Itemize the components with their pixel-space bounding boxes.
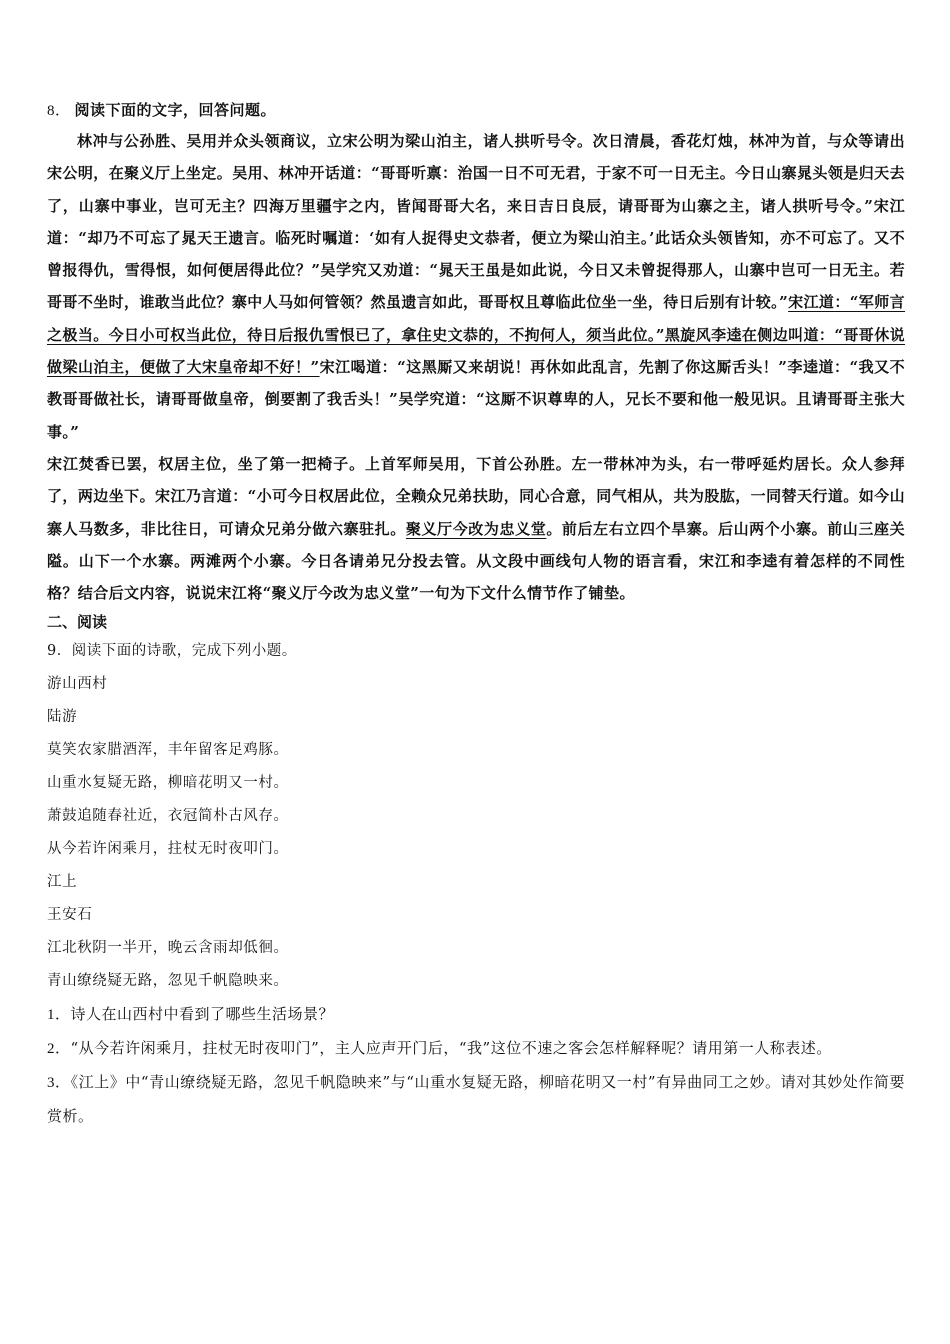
subquestion-text: 诗人在山西村中看到了哪些生活场景？ <box>70 1005 335 1024</box>
question-8-passage <box>47 125 905 609</box>
poem-1-line: 萧鼓追随春社近，衣冠简朴古风存。 <box>47 808 289 825</box>
underlined-sentence: 宋江道：“军师言之极当。今日小可权当此位，待日后报仇雪恨已了，拿住史文恭的，不拘何人，须当此位。”黑旋风李逵在侧边叫道：“哥哥休说做梁山泊主，便做了大宋皇帝却不好！” <box>47 293 905 377</box>
subquestion-number: 3． <box>47 1075 71 1092</box>
underlined-phrase: 聚义厅今改为忠义堂 <box>405 519 547 538</box>
poem-2-author: 王安石 <box>47 907 93 924</box>
passage-paragraph-2 <box>47 448 905 609</box>
poem-1-author: 陆游 <box>47 709 78 726</box>
question-9-prompt: 阅读下面的诗歌，完成下列小题。 <box>71 643 297 660</box>
question-8-prompt: 阅读下面的文字，回答问题。 <box>74 101 277 119</box>
poem-2-line: 青山缭绕疑无路，忽见千帆隐映来。 <box>47 973 289 990</box>
poem-2-title: 江上 <box>47 874 78 891</box>
passage-paragraph-1-rest: 宋江喝道：“这黑厮又来胡说！再休如此乱言，先割了你这厮舌头！”李逵道：“我又不教哥哥做社长，请哥哥做皇帝，倒要割了我舌头！”吴学究道：“这厮不识尊卑的人，兄长不要和他一般见识。且请哥哥主张大事。” <box>47 358 905 441</box>
passage-paragraph-2-rest: 。前后左右立四个旱寨。后山两个小寨。前山三座关隘。山下一个水寨。两滩两个小寨。今日各请弟兄分投去管。 <box>47 519 906 570</box>
passage-paragraph-1-text: 林冲与公孙胜、吴用并众头领商议，立宋公明为梁山泊主，诸人拱听号令。次日清晨，香花灯烛，林冲为首，与众等请出宋公明，在聚义厅上坐定。吴用、林冲开话道：“哥哥听禀：治国一日不可无君，于家不可一日无主。今日山寨晁头领是归天去了，山寨中事业，岂可无主？四海万里疆宇之内，皆闻哥哥大名，来日吉日良辰，请哥哥为山寨之主，诸人拱听号令。”宋江道：“却乃不可忘了晁天王遗言。临死时嘱道：‘如有人捉得史文恭者，便立为梁山泊主。’此话众头领皆知，亦不可忘了。又不曾报得仇，雪得恨，如何便居得此位？”吴学究又劝道：“晁天王虽是如此说，今日又未曾捉得那人，山寨中岂可一日无主。若哥哥不坐时，谁敢当此位？寨中人马如何管领？然虽遗言如此，哥哥权且尊临此位坐一坐，待日后别有计较。” <box>47 132 905 312</box>
question-8-number: 8． <box>47 103 71 119</box>
passage-paragraph-2-text: 宋江焚香已罢，权居主位，坐了第一把椅子。上首军师吴用，下首公孙胜。左一带林冲为头，右一带呼延灼居长。众人参拜了，两边坐下。宋江乃言道：“小可今日权居此位，全赖众兄弟扶助，同心合意，同气相从，共为股肱，一同替天行道。如今山寨人马数多，非比往日，可请众兄弟分做六寨驻扎。 <box>47 454 905 538</box>
subquestion-text: 《江上》中“青山缭绕疑无路，忽见千帆隐映来”与“山重水复疑无路，柳暗花明又一村”有异曲同工之妙。请对其妙处作简要赏析。 <box>47 1073 905 1126</box>
subquestion-1 <box>47 998 905 1032</box>
poem-1-title: 游山西村 <box>47 676 108 693</box>
passage-paragraph-1 <box>47 125 905 448</box>
subquestion-text: “从今若许闲乘月，拄杖无时夜叩门”，主人应声开门后，“我”这位不速之客会怎样解释呢？请用第一人称表述。 <box>70 1039 832 1058</box>
poem-1-line: 山重水复疑无路，柳暗花明又一村。 <box>47 775 289 792</box>
exam-page <box>47 96 905 1133</box>
question-9-number: 9． <box>47 643 72 660</box>
subquestion-3 <box>47 1066 905 1133</box>
question-8-title <box>47 96 905 125</box>
poem-1-line: 从今若许闲乘月，拄杖无时夜叩门。 <box>47 841 289 858</box>
poem-2-line: 江北秋阴一半开，晚云含雨却低徊。 <box>47 940 289 957</box>
poem-1-line: 莫笑农家腊酒浑，丰年留客足鸡豚。 <box>47 742 289 759</box>
subquestion-2 <box>47 1032 905 1066</box>
subquestion-number: 2． <box>47 1041 71 1058</box>
subquestion-number: 1． <box>47 1007 71 1024</box>
question-8-question: 从文段中画线句人物的语言看，宋江和李逵有着怎样的不同性格？结合后文内容，说说宋江将“聚义厅今改为忠义堂”一句为下文什么情节作了铺垫。 <box>47 551 905 603</box>
section-heading: 二、阅读 <box>47 613 108 632</box>
question-9-title <box>47 635 905 668</box>
